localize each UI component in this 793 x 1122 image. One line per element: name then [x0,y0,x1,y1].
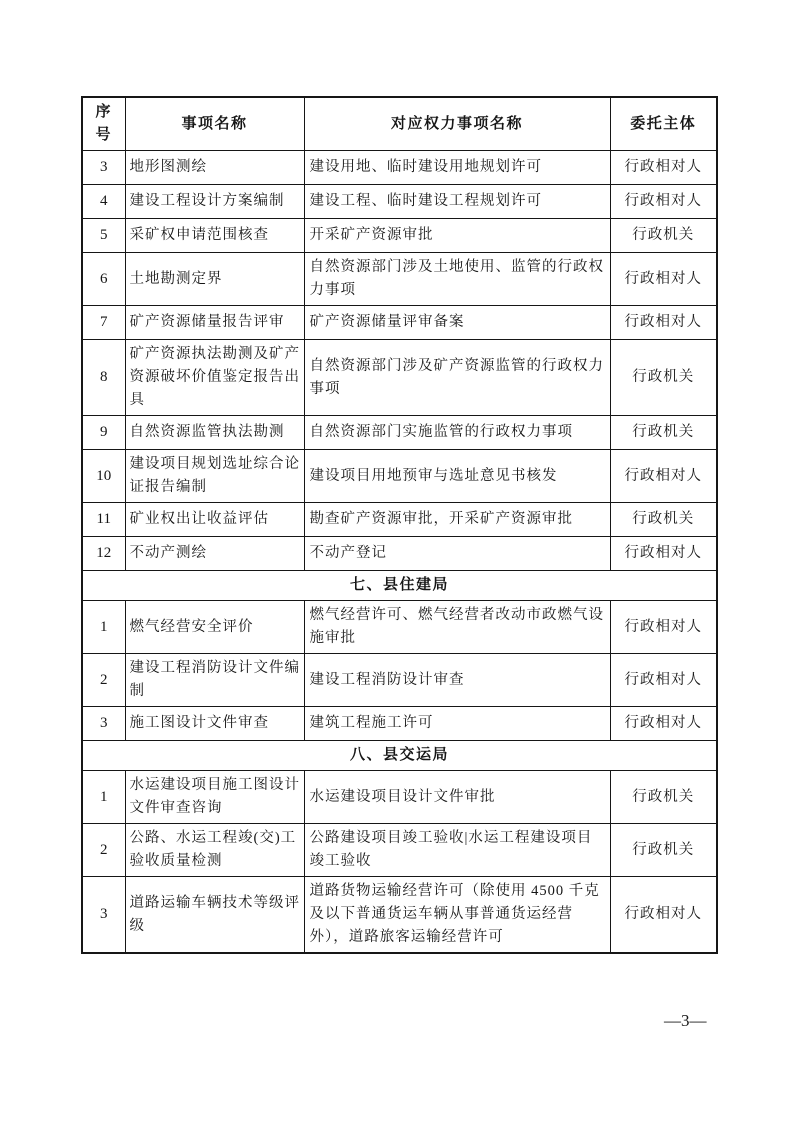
table-row [82,824,717,877]
header-cell-power: 对应权力事项名称 [304,97,610,151]
cell-power: 建设工程消防设计审查 [304,654,610,707]
table-header-row [82,97,717,151]
table-row [82,450,717,503]
cell-principal: 行政机关 [610,340,717,416]
cell-item: 施工图设计文件审查 [125,707,304,741]
cell-no: 1 [82,771,125,824]
cell-item: 矿产资源储量报告评审 [125,306,304,340]
table-row [82,537,717,571]
cell-power: 燃气经营许可、燃气经营者改动市政燃气设施审批 [304,601,610,654]
cell-power: 道路货物运输经营许可（除使用 4500 千克及以下普通货运车辆从事普通货运经营外），道路旅客运输经营许可 [304,877,610,954]
cell-item: 水运建设项目施工图设计文件审查咨询 [125,771,304,824]
cell-power: 建设用地、临时建设用地规划许可 [304,151,610,185]
cell-principal: 行政机关 [610,416,717,450]
cell-principal: 行政相对人 [610,877,717,954]
table-row [82,219,717,253]
cell-no: 10 [82,450,125,503]
cell-no: 6 [82,253,125,306]
section-title: 八、县交运局 [82,741,717,771]
cell-item: 建设项目规划选址综合论证报告编制 [125,450,304,503]
cell-principal: 行政相对人 [610,707,717,741]
section-title: 七、县住建局 [82,571,717,601]
cell-no: 4 [82,185,125,219]
cell-no: 12 [82,537,125,571]
cell-item: 不动产测绘 [125,537,304,571]
cell-power: 自然资源部门涉及土地使用、监管的行政权力事项 [304,253,610,306]
cell-power: 勘查矿产资源审批，开采矿产资源审批 [304,503,610,537]
cell-power: 开采矿产资源审批 [304,219,610,253]
cell-item: 道路运输车辆技术等级评级 [125,877,304,954]
cell-principal: 行政机关 [610,771,717,824]
header-cell-no: 序号 [82,97,125,151]
table-row [82,253,717,306]
cell-power: 建筑工程施工许可 [304,707,610,741]
cell-principal: 行政相对人 [610,151,717,185]
cell-no: 2 [82,654,125,707]
cell-principal: 行政机关 [610,824,717,877]
cell-no: 7 [82,306,125,340]
table-row [82,707,717,741]
cell-power: 自然资源部门涉及矿产资源监管的行政权力事项 [304,340,610,416]
cell-principal: 行政相对人 [610,601,717,654]
cell-item: 土地勘测定界 [125,253,304,306]
cell-principal: 行政相对人 [610,537,717,571]
cell-no: 2 [82,824,125,877]
table-row [82,601,717,654]
cell-item: 采矿权申请范围核查 [125,219,304,253]
cell-power: 水运建设项目设计文件审批 [304,771,610,824]
cell-no: 3 [82,151,125,185]
cell-item: 矿业权出让收益评估 [125,503,304,537]
cell-no: 3 [82,707,125,741]
table-row [82,771,717,824]
header-cell-item: 事项名称 [125,97,304,151]
table-row [82,340,717,416]
cell-item: 自然资源监管执法勘测 [125,416,304,450]
cell-principal: 行政相对人 [610,253,717,306]
cell-no: 9 [82,416,125,450]
delegated-items-table [81,96,718,954]
cell-no: 3 [82,877,125,954]
table-body [82,151,717,954]
cell-no: 11 [82,503,125,537]
cell-item: 建设工程消防设计文件编制 [125,654,304,707]
cell-no: 1 [82,601,125,654]
cell-principal: 行政相对人 [610,306,717,340]
table-row [82,151,717,185]
table-row [82,654,717,707]
cell-power: 自然资源部门实施监管的行政权力事项 [304,416,610,450]
cell-principal: 行政相对人 [610,185,717,219]
cell-power: 矿产资源储量评审备案 [304,306,610,340]
cell-principal: 行政机关 [610,219,717,253]
page-number: —3— [664,1011,707,1030]
header-cell-principal: 委托主体 [610,97,717,151]
table-row [82,503,717,537]
cell-item: 地形图测绘 [125,151,304,185]
cell-principal: 行政相对人 [610,654,717,707]
cell-item: 燃气经营安全评价 [125,601,304,654]
cell-power: 不动产登记 [304,537,610,571]
cell-principal: 行政机关 [610,503,717,537]
cell-power: 建设工程、临时建设工程规划许可 [304,185,610,219]
cell-power: 公路建设项目竣工验收|水运工程建设项目竣工验收 [304,824,610,877]
cell-principal: 行政相对人 [610,450,717,503]
cell-no: 8 [82,340,125,416]
table-row [82,877,717,954]
cell-item: 矿产资源执法勘测及矿产资源破坏价值鉴定报告出具 [125,340,304,416]
table-row [82,185,717,219]
section-row [82,571,717,601]
cell-power: 建设项目用地预审与选址意见书核发 [304,450,610,503]
table-row [82,416,717,450]
table-header [82,97,717,151]
table-row [82,306,717,340]
section-row [82,741,717,771]
cell-item: 建设工程设计方案编制 [125,185,304,219]
cell-item: 公路、水运工程竣(交)工验收质量检测 [125,824,304,877]
cell-no: 5 [82,219,125,253]
